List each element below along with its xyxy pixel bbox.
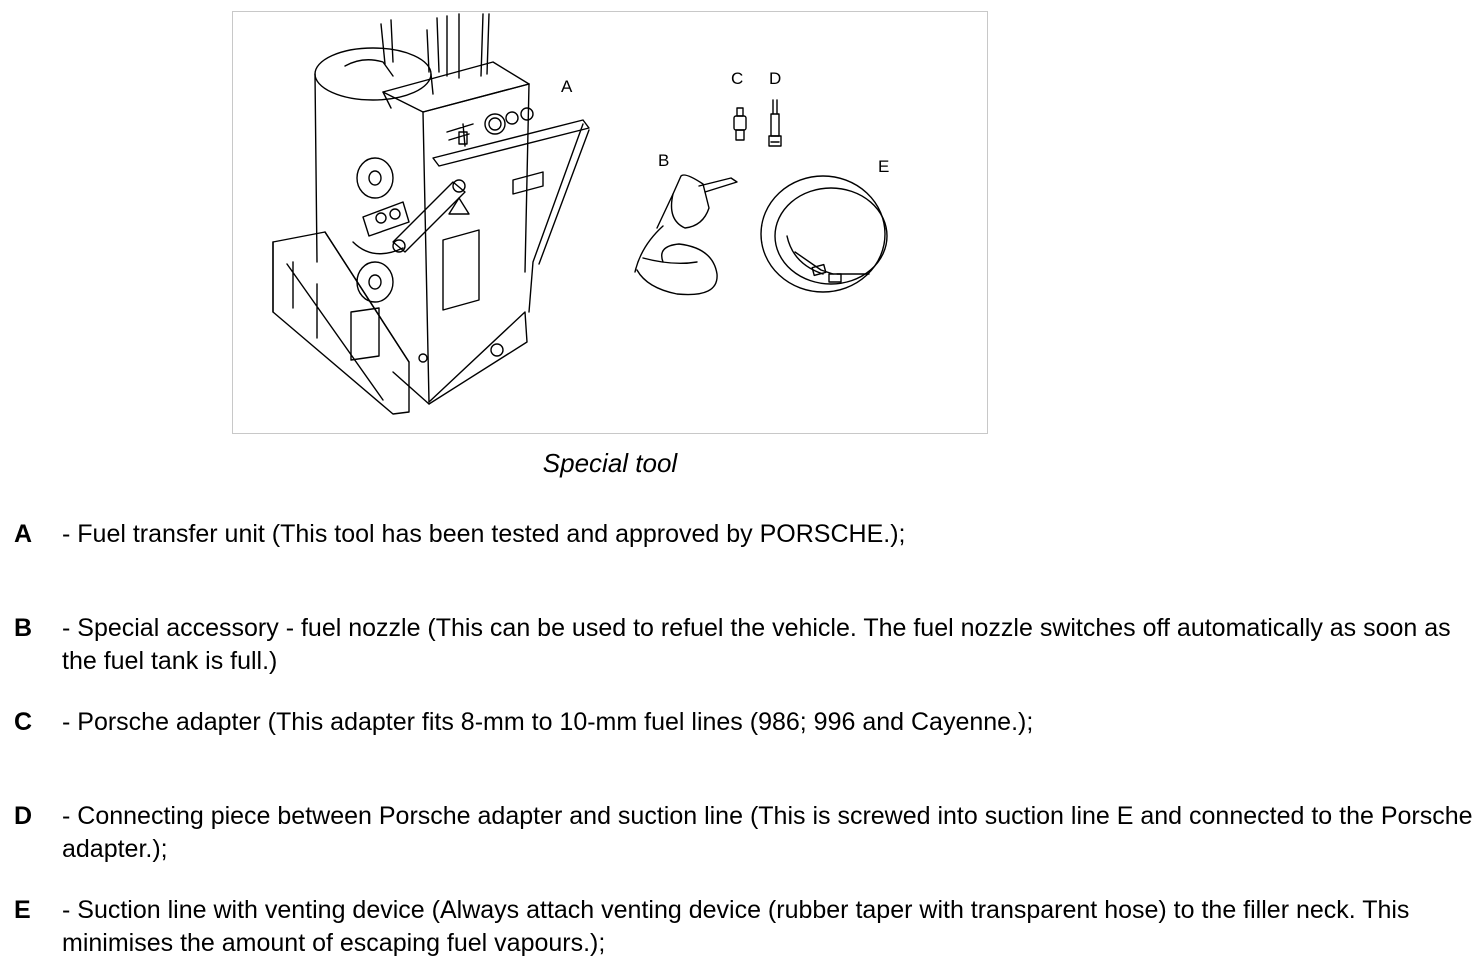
callout-b: B [658,151,670,170]
porsche-adapter-drawing [734,108,746,140]
fuel-transfer-unit-drawing [273,14,589,414]
legend-letter: E [14,896,31,924]
legend-description: - Special accessory - fuel nozzle (This can be used to refuel the vehicle. The fuel nozzle switches off automatically as soon as the fuel tank is full.) [62,614,1451,675]
legend-description: - Fuel transfer unit (This tool has been tested and approved by PORSCHE.); [62,520,906,548]
connecting-piece-drawing [769,100,781,146]
callout-d: D [769,69,782,88]
legend-description: - Connecting piece between Porsche adapter and suction line (This is screwed into suction line E and connected to the Porsche adapter.); [62,802,1473,863]
suction-line-drawing [761,176,887,292]
legend-description: - Suction line with venting device (Always attach venting device (rubber taper with transparent hose) to the filler neck. This minimises the amount of escaping fuel vapours.); [62,896,1410,957]
legend-description: - Porsche adapter (This adapter fits 8-mm to 10-mm fuel lines (986; 996 and Cayenne.); [62,708,1034,736]
special-tool-illustration [233,12,989,435]
legend-letter: D [14,802,33,830]
legend-letter: C [14,708,33,736]
legend-letter: A [14,520,33,548]
fuel-nozzle-drawing [635,175,737,295]
legend-letter: B [14,614,33,642]
figure-frame [232,11,988,434]
callout-e: E [878,157,890,176]
figure-caption: Special tool [542,448,678,478]
callout-a: A [561,77,573,96]
callout-c: C [731,69,744,88]
